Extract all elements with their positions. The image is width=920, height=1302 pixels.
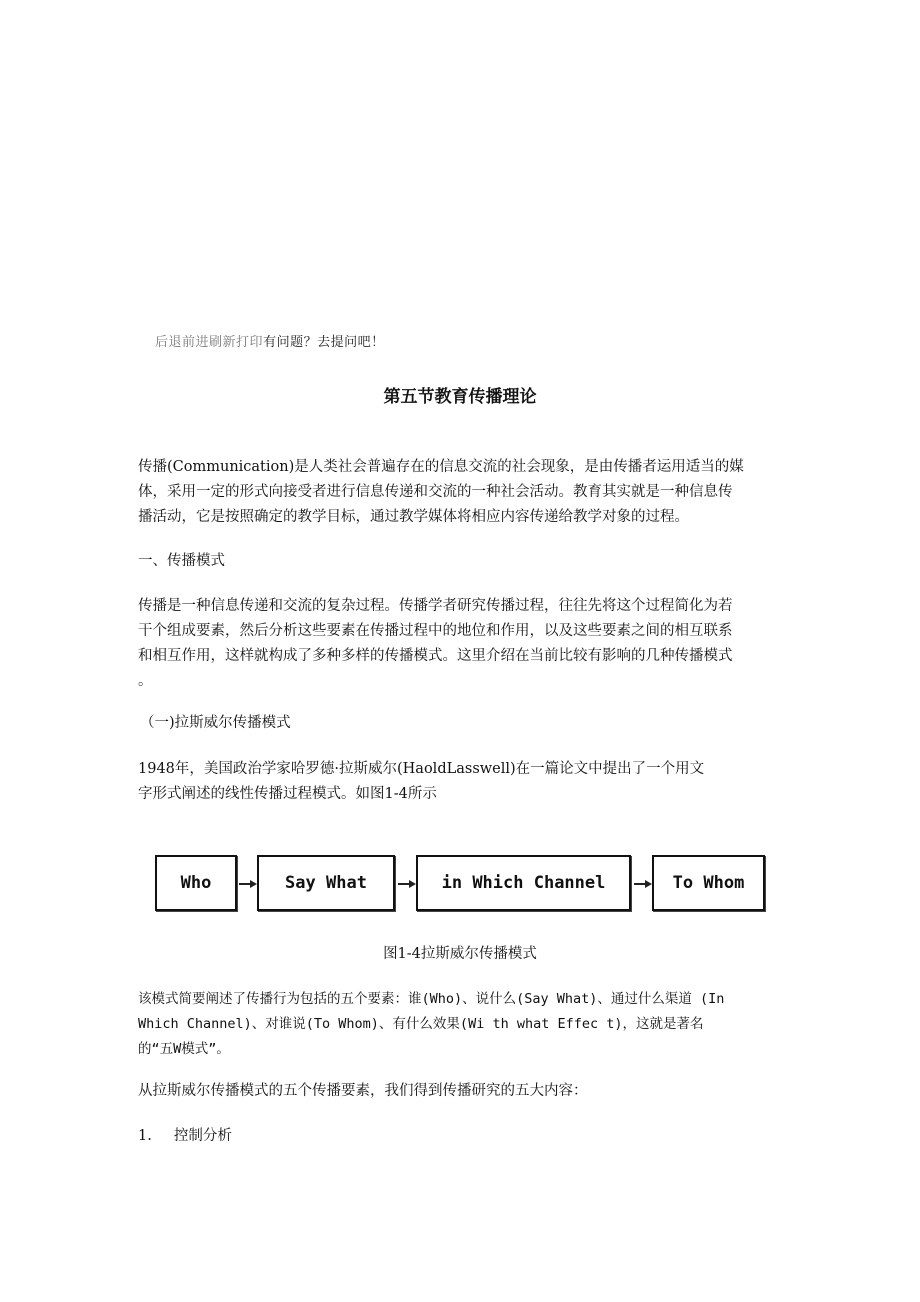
back-link[interactable]: 后退 [155,335,183,350]
arrow-icon [634,880,652,888]
section1-paragraph [138,594,788,694]
paragraph-line: 播活动，它是按照确定的教学目标，通过教学媒体将相应内容传递给教学对象的过程。 [138,509,689,525]
browser-nav-bar [155,331,385,350]
list-number: 1. [138,1128,152,1144]
lasswell-model-diagram [155,853,767,915]
diagram-box-channel: in Which Channel [416,855,631,911]
figure-caption: 图1-4拉斯威尔传播模式 [383,946,537,962]
intro-paragraph [138,455,788,530]
paragraph-line: 干个组成要素，然后分析这些要素在传播过程中的地位和作用，以及这些要素之间的相互联系 [138,623,733,639]
list-text: 控制分析 [173,1128,232,1144]
five-content-intro: 从拉斯威尔传播模式的五个传播要素，我们得到传播研究的五大内容： [138,1083,588,1099]
ask-question-link[interactable]: 有问题？去提问吧！ [263,335,385,350]
print-link[interactable]: 打印 [236,335,264,350]
paragraph-line: 字形式阐述的线性传播过程模式。如图1-4所示 [138,786,437,802]
paragraph-line: 1948年，美国政治学家哈罗德·拉斯威尔(HaoldLasswell)在一篇论文中提出了一个用文 [138,761,705,777]
forward-link[interactable]: 前进 [182,335,210,350]
paragraph-line: 。 [138,673,153,689]
page-title: 第五节教育传播理论 [383,387,537,407]
subsection-heading-lasswell: （一)拉斯威尔传播模式 [140,715,291,731]
paragraph-line: Which Channel)、对谁说(To Whom)、有什么效果(Wi th what Effec t)，这就是著名 [138,1016,704,1032]
paragraph-line: 该模式简要阐述了传播行为包括的五个要素：谁(Who)、说什么(Say What)、通过什么渠道 (In [138,991,725,1007]
paragraph-line: 体，采用一定的形式向接受者进行信息传递和交流的一种社会活动。教育其实就是一种信息传 [138,484,733,500]
paragraph-line: 和相互作用，这样就构成了多种多样的传播模式。这里介绍在当前比较有影响的几种传播模式 [138,648,733,664]
paragraph-line: 传播(Communication)是人类社会普遍存在的信息交流的社会现象，是由传播者运用适当的媒 [138,459,744,475]
section-heading-transmission-model: 一、传播模式 [138,553,225,569]
paragraph-line: 传播是一种信息传递和交流的复杂过程。传播学者研究传播过程，往往先将这个过程简化为若 [138,598,733,614]
diagram-box-to-whom: To Whom [652,855,765,911]
list-item-control-analysis [138,1124,788,1149]
diagram-box-say-what: Say What [257,855,395,911]
refresh-link[interactable]: 刷新 [209,335,237,350]
lasswell-intro-paragraph [138,757,788,807]
five-w-paragraph [138,987,788,1062]
diagram-box-who: Who [155,855,237,911]
paragraph-line: 的“五W模式”。 [138,1041,230,1057]
arrow-icon [239,880,257,888]
arrow-icon [398,880,416,888]
